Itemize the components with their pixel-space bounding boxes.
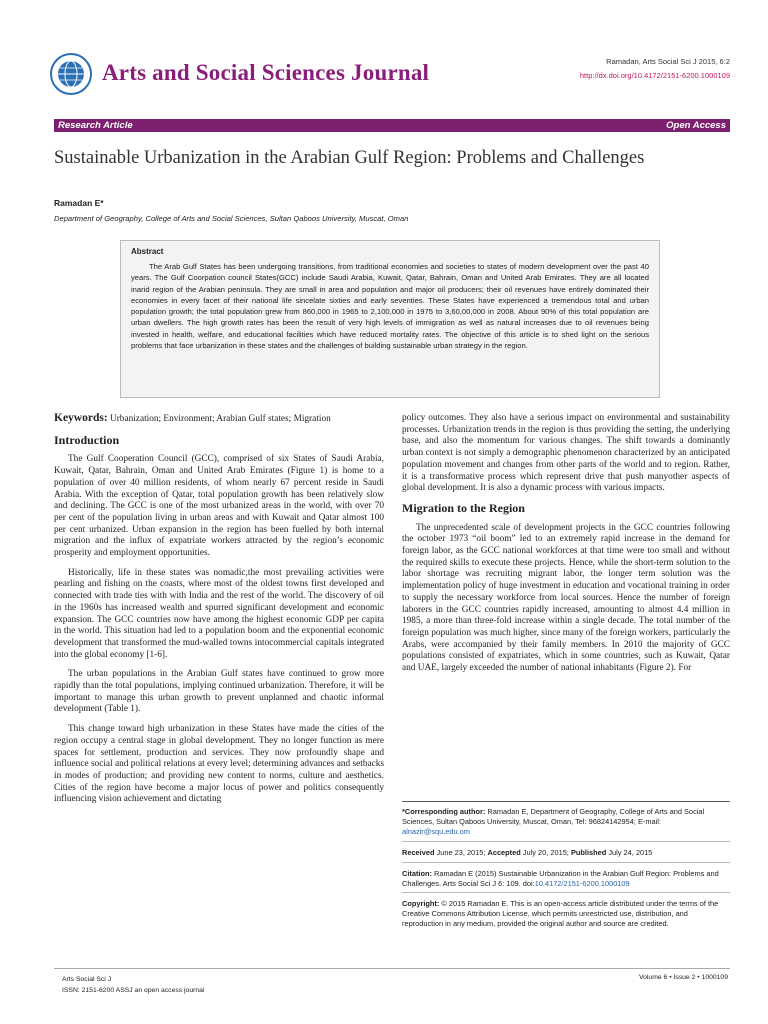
footer-volume: Volume 6 • Issue 2 • 1000109: [638, 974, 728, 981]
migration-heading: Migration to the Region: [402, 500, 525, 515]
intro-paragraph-4: This change toward high urbanization in these States have made the cities of the region occupy a central stage in global development. They no longer function as mere spaces for settlement, production and services. They now profoundly shape and influence social and political relations at every level; determining advances and setbacks in modes of production; and providing new content to norms, culture and aesthetics. Cities of the region have become a major locus of power and politics consequently influencing vision achievement and dictating: [54, 724, 384, 805]
copyright-block: Copyright: © 2015 Ramadan E. This is an open-access article distributed under the terms of the Creative Commons Attribution License, which permits unrestricted use, distribution, and reproduction in any medium, provided the original author and source are credited.: [402, 899, 719, 929]
footer-journal: Arts Social Sci J: [62, 976, 112, 983]
intro-paragraph-1: The Gulf Cooperation Council (GCC), comprised of six States of Saudi Arabia, Kuwait, Qatar, Bahrain, Oman and United Arab Emirates (Figure 1) is home to a population of over 40 million residents, of whom nearly 67 percent reside in Saudi Arabia. With the exception of Qatar, total population growth has been relatively slow and declining. The GCC is one of the most urbanized areas in the world, with over 70 per cent of the population living in urban areas and with Kuwait and Qatar almost 100 per cent urbanized. Urban expansion in the region has been fuelled by both internal migration and the influx of expatriate workers attracted by the region’s economic prosperity and employment opportunities.: [54, 454, 384, 559]
footer-left: [62, 974, 204, 996]
article-banner: [54, 119, 730, 132]
intro-paragraph-3: The urban populations in the Arabian Gulf states have continued to grow more rapidly than the total populations, implying continued urbanization. Therefore, it will be important to manage this urban growth to prevent unplanned and chaotic informal development (Table 1).: [54, 669, 384, 715]
abstract-heading: Abstract: [131, 247, 164, 256]
article-title: Sustainable Urbanization in the Arabian Gulf Region: Problems and Challenges: [54, 148, 645, 168]
footer-divider: [54, 968, 730, 969]
keywords: [54, 413, 384, 426]
correspondence-block: [402, 801, 730, 933]
corresponding-author: *Corresponding author: Ramadan E, Department of Geography, College of Arts and Social Sciences, Sultan Qaboos University, Muscat, Oman, Tel: 96824142954; E-mail: alnazir@squ.edu.om: [402, 807, 705, 836]
citation-line: Ramadan, Arts Social Sci J 2015, 6:2: [606, 57, 730, 66]
citation-block: Citation: Ramadan E (2015) Sustainable Urbanization in the Arabian Gulf Region: Problems and Challenges. Arts Social Sci J 6: 109. doi:10.4172/2151-6200.1000109: [402, 868, 719, 888]
intro-paragraph-2: Historically, life in these states was nomadic,the most prevailing activities were pearling and fishing on the coasts, where most of the oldest towns first developed and connected with trade ties with with India and the rest of the world. The discovery of oil in the 1960s has increased wealth and spurred significant development and economic expansion. The GCC countries now have among the highest economic GDP per capita in the world. This situation had led to a population boom and the exponential economic development that transformed the mud-walled towns intocommercial capitals integrated into the global economy [1-6].: [54, 567, 384, 660]
footer-issn: ISSN: 2151-6200 ASSJ an open access journal: [62, 987, 205, 994]
keywords-text: Urbanization; Environment; Arabian Gulf states; Migration: [107, 414, 331, 424]
header-citation: [580, 55, 730, 83]
open-access-label: Open Access: [666, 120, 726, 131]
right-column: [402, 413, 730, 683]
author-affiliation: Department of Geography, College of Arts and Social Sciences, Sultan Qaboos University, Muscat, Oman: [54, 214, 409, 223]
left-column: [54, 413, 384, 814]
intro-paragraph-continued: policy outcomes. They also have a serious impact on environmental and sustainability processes. Urbanization trends in the region is thus providing the setting, the underlying base, and also the momentum for various changes. The shift towards a dominantly urban context is not simply a demographic phenomenon characterized by an anticipated population movement and changes from other parts of the world and to region. Rather, it is a transformative process which represent drive that push manyother aspects of global development. It is also a dynamic process with various impacts.: [402, 413, 730, 494]
doi-link[interactable]: http://dx.doi.org/10.4172/2151-6200.1000109: [579, 71, 730, 80]
keywords-label: Keywords:: [54, 412, 108, 424]
author-email-link[interactable]: alnazir@squ.edu.om: [402, 826, 470, 836]
migration-paragraph: The unprecedented scale of development projects in the GCC countries following the october 1973 “oil boom” led to an extremely rapid increase in the demand for foreign labor, as the GCC national workforces at that time were too small and without the required skills to execute these projects. Hence, while the short-term solution to the labor shortage was recruiting migrant labor, the longer term solution was the implementation policy of huge investment in education and vocational training in order to supply the necessary workforce from local sources. Hence the number of foreign laborers in the GCC countries rapidly increased, amounting to almost 4.4 million in 1985, a more than three-fold increase within a single decade. The total number of the foreign population was much higher, since many of the foreign workers, particularly the Arabs, were accompanied by their family members. In 2010 the majority of GCC populations consisted of expatriates, which in some countries, such as Kuwait, Qatar and UAE, largely exceeded the number of national inhabitants (Figure 2). For: [402, 522, 730, 674]
dates-line: Received June 23, 2015; Accepted July 20, 2015; Published July 24, 2015: [402, 847, 653, 857]
article-type-label: Research Article: [58, 120, 133, 131]
abstract-box: [120, 240, 660, 398]
citation-doi-link[interactable]: 10.4172/2151-6200.1000109: [534, 878, 630, 888]
introduction-heading: Introduction: [54, 432, 120, 447]
journal-logo: [50, 53, 92, 95]
abstract-text: The Arab Gulf States has been undergoing transitions, from traditional economies and societies to states of modern development over the past 40 years. The Gulf Coorpation council States(GCC) include Saudi Arabia, Kuwait, Qatar, Bahrain, Oman and United Arab Emirates. They are all located inarid region of the Arabian peninsula. They are small in area and population and major oil producers; their oil revenues have entirely dominated their economies in every facet of their national life sincelate sixties and early seventies. These States have experienced a tremendous total and urban population growth; the total population grew from 860,000 in 1965 to 2,100,000 in 1975 to 3,60,00,000 in 2008. About 90% of this total population are urban dwellers. The high growth rates has been the result of very high levels of immigration as well as natural increases due to oil revenues being invested in health, welfare, and educational facilities which have reduced mortality rates. The objective of this article is to shed light on the serious problems that face urbanization in these states and the challenges of building sustainable urban strategy in the region.: [131, 262, 649, 351]
journal-title: Arts and Social Sciences Journal: [102, 60, 430, 85]
author-name: Ramadan E*: [54, 198, 104, 208]
